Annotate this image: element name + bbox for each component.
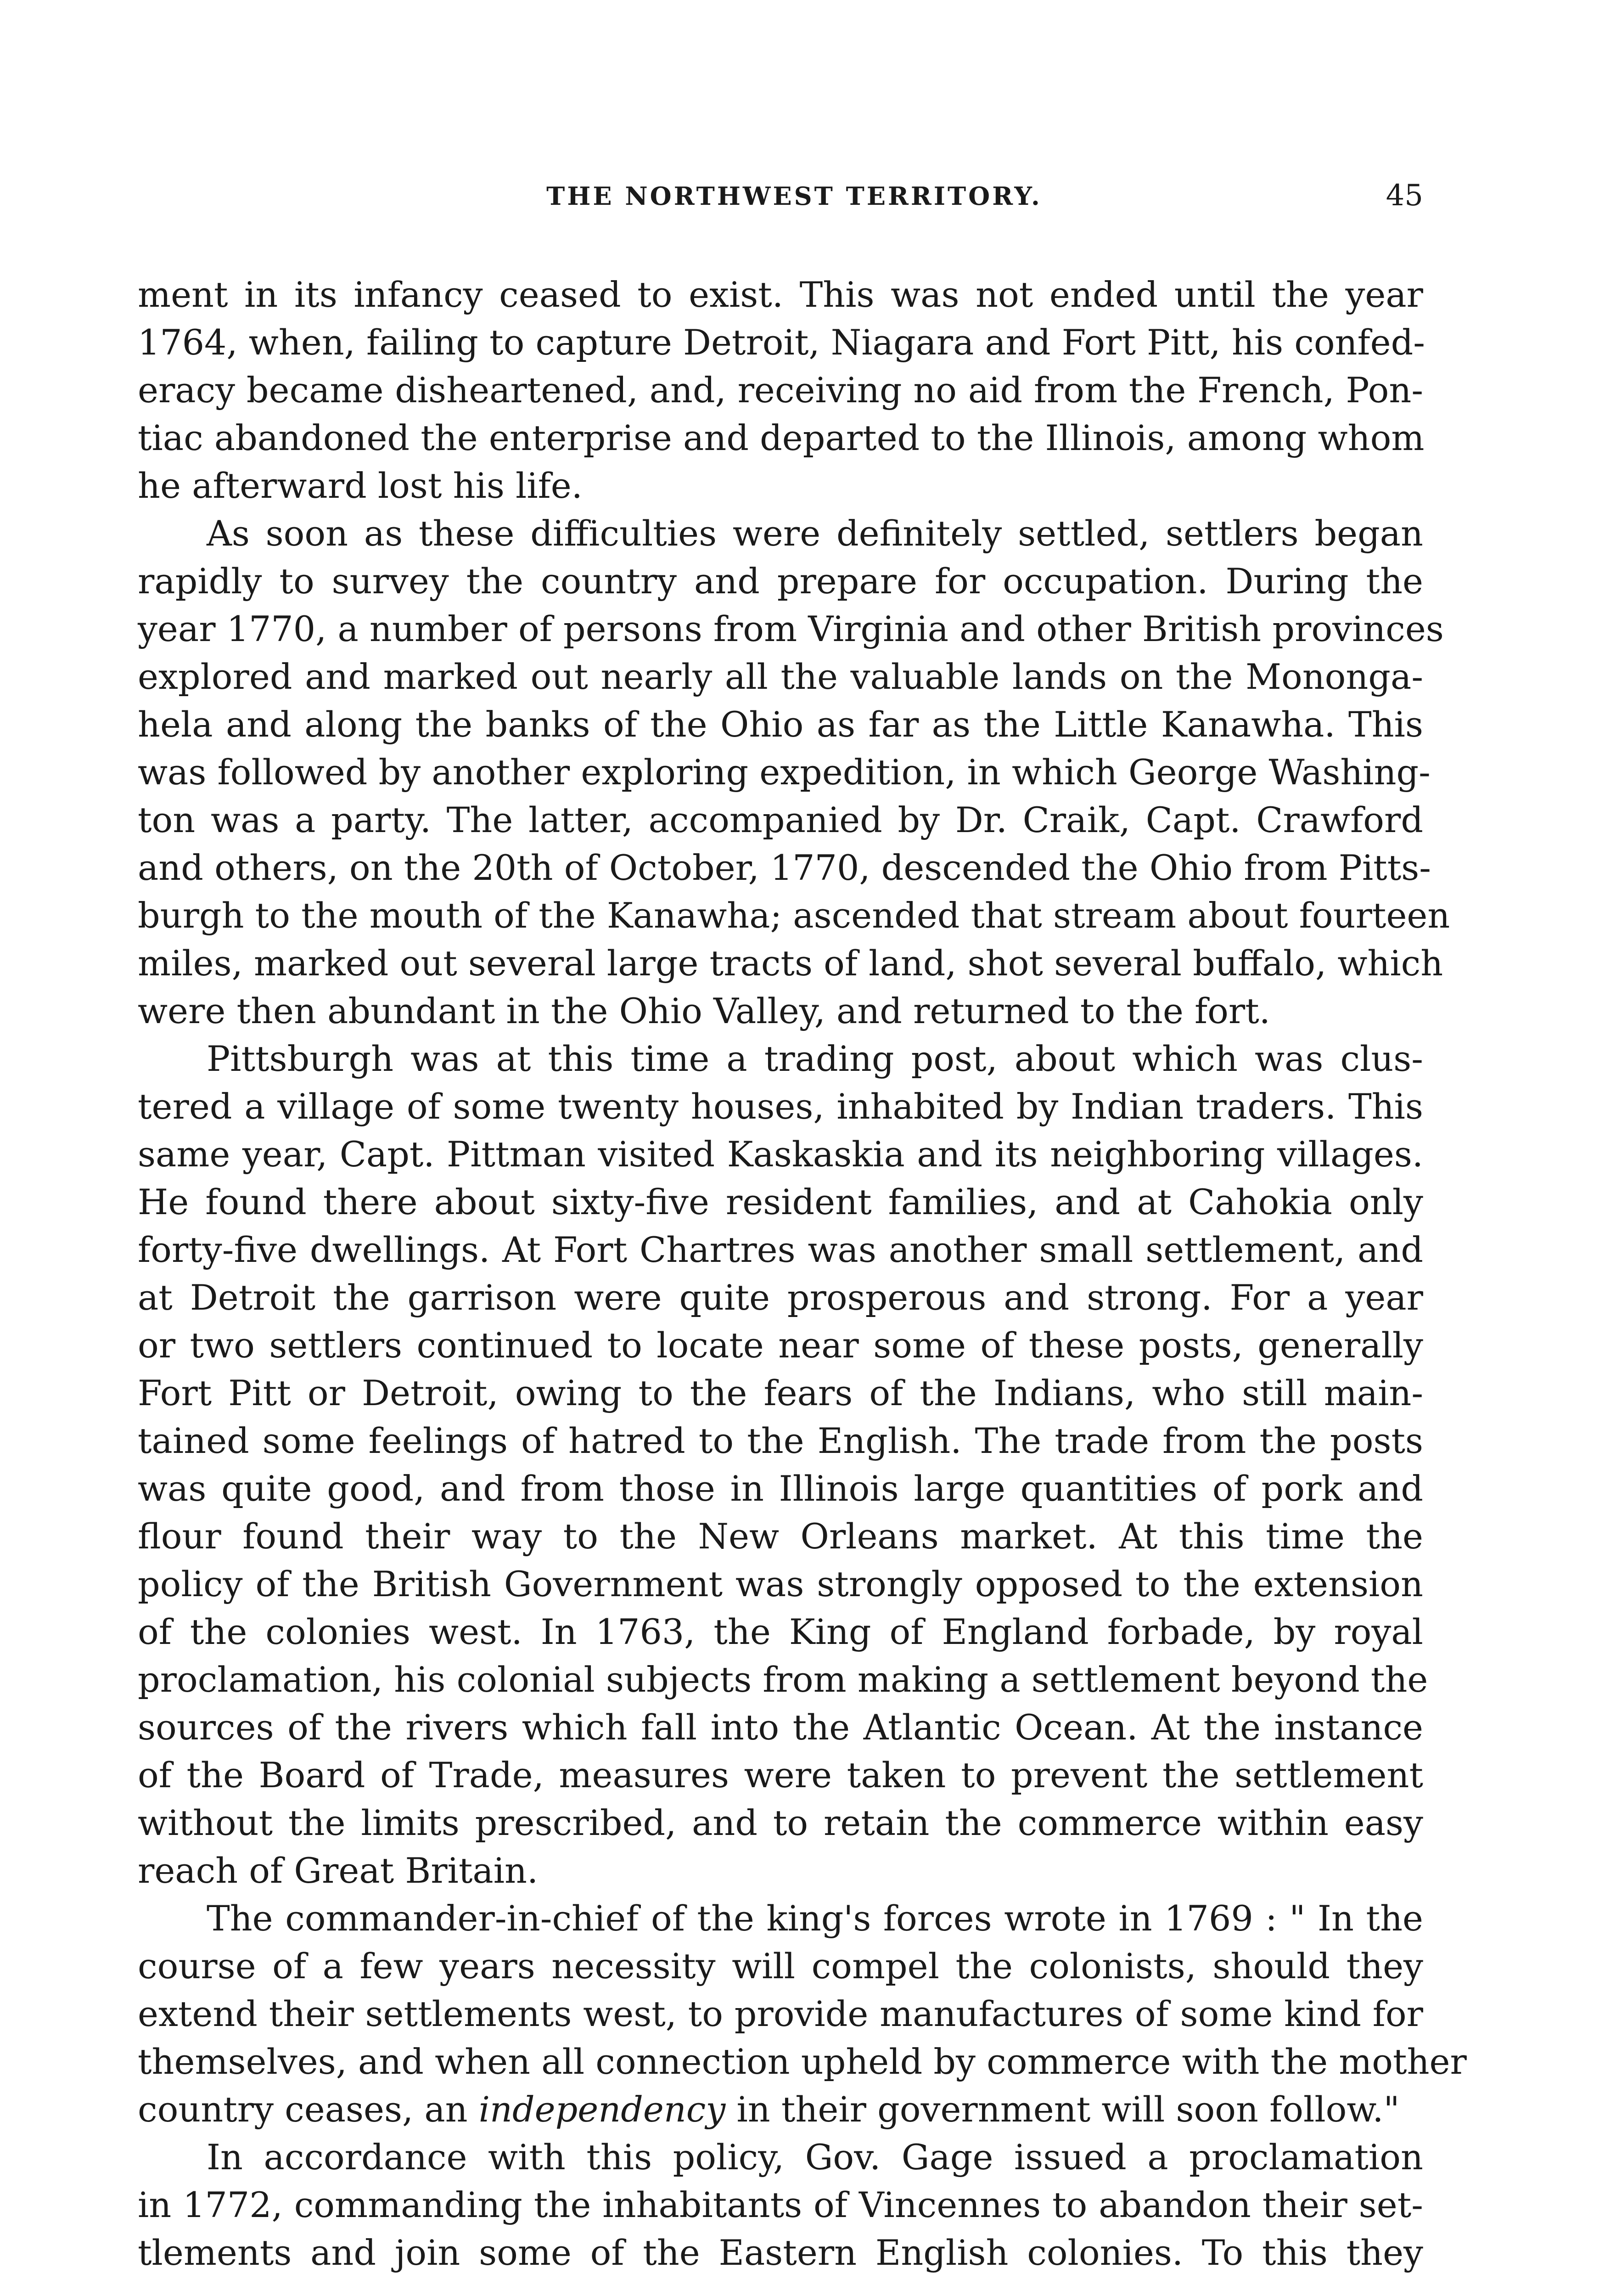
text-line: He found there about sixty-five resident families, and at Cahokia only bbox=[138, 1182, 1423, 1222]
text-line: were then abundant in the Ohio Valley, and returned to the fort. bbox=[138, 990, 1270, 1031]
text-line: course of a few years necessity will compel the colonists, should they bbox=[138, 1946, 1423, 1986]
text-line: rapidly to survey the country and prepare for occupation. During the bbox=[138, 561, 1423, 602]
text-line: miles, marked out several large tracts of land, shot several buffalo, which bbox=[138, 943, 1443, 984]
text-line: Fort Pitt or Detroit, owing to the fears of the Indians, who still main- bbox=[138, 1373, 1423, 1413]
text-line: sources of the rivers which fall into the Atlantic Ocean. At the instance bbox=[138, 1707, 1423, 1748]
text-line: extend their settlements west, to provide manufactures of some kind for bbox=[138, 1993, 1423, 2034]
text-segment: country ceases, an bbox=[138, 2089, 479, 2130]
text-line: proclamation, his colonial subjects from making a settlement beyond the bbox=[138, 1659, 1428, 1700]
text-line: hela and along the banks of the Ohio as far as the Little Kanawha. This bbox=[138, 704, 1423, 745]
text-line: at Detroit the garrison were quite prosperous and strong. For a year bbox=[138, 1277, 1423, 1318]
text-line: policy of the British Government was strongly opposed to the extension bbox=[138, 1564, 1423, 1604]
text-line-with-italic bbox=[138, 2086, 1423, 2133]
text-line: Pittsburgh was at this time a trading post, about which was clus- bbox=[207, 1038, 1423, 1079]
text-line: ment in its infancy ceased to exist. This was not ended until the year bbox=[138, 274, 1423, 315]
text-line: As soon as these difficulties were definitely settled, settlers began bbox=[207, 513, 1423, 554]
text-line: The commander-in-chief of the king's forces wrote in 1769 : " In the bbox=[207, 1898, 1423, 1939]
text-line: of the colonies west. In 1763, the King of England forbade, by royal bbox=[138, 1611, 1423, 1652]
text-line: same year, Capt. Pittman visited Kaskaskia and its neighboring villages. bbox=[138, 1134, 1423, 1175]
text-line: of the Board of Trade, measures were taken to prevent the settlement bbox=[138, 1755, 1423, 1795]
running-head bbox=[165, 181, 1423, 223]
text-line: reach of Great Britain. bbox=[138, 1850, 539, 1891]
text-line: forty-five dwellings. At Fort Chartres was another small settlement, and bbox=[138, 1229, 1423, 1270]
page-number: 45 bbox=[1386, 179, 1423, 213]
text-line: flour found their way to the New Orleans market. At this time the bbox=[138, 1516, 1423, 1557]
text-line: he afterward lost his life. bbox=[138, 465, 583, 506]
text-line: 1764, when, failing to capture Detroit, Niagara and Fort Pitt, his confed- bbox=[138, 322, 1425, 363]
text-line: eracy became disheartened, and, receiving no aid from the French, Pon- bbox=[138, 370, 1423, 411]
text-line: and others, on the 20th of October, 1770, descended the Ohio from Pitts- bbox=[138, 847, 1431, 888]
text-segment: in their government will soon follow." bbox=[725, 2089, 1400, 2130]
text-line: or two settlers continued to locate near some of these posts, generally bbox=[138, 1325, 1423, 1366]
text-line: without the limits prescribed, and to retain the commerce within easy bbox=[138, 1802, 1423, 1843]
text-line: In accordance with this policy, Gov. Gage issued a proclamation bbox=[207, 2137, 1423, 2178]
running-title: THE NORTHWEST TERRITORY. bbox=[546, 181, 1042, 211]
text-line: in 1772, commanding the inhabitants of Vincennes to abandon their set- bbox=[138, 2184, 1423, 2225]
text-line: themselves, and when all connection upheld by commerce with the mother bbox=[138, 2041, 1467, 2082]
text-line: tered a village of some twenty houses, inhabited by Indian traders. This bbox=[138, 1086, 1423, 1127]
text-line: year 1770, a number of persons from Virginia and other British provinces bbox=[138, 608, 1444, 649]
body-text bbox=[138, 271, 1467, 2277]
text-line: ton was a party. The latter, accompanied by Dr. Craik, Capt. Crawford bbox=[138, 799, 1423, 840]
text-line: explored and marked out nearly all the valuable lands on the Monongа- bbox=[138, 656, 1423, 697]
text-line: tlements and join some of the Eastern English colonies. To this they bbox=[138, 2232, 1423, 2273]
text-line: tained some feelings of hatred to the English. The trade from the posts bbox=[138, 1420, 1423, 1461]
italic-word: independency bbox=[478, 2089, 726, 2130]
text-line: was followed by another exploring expedition, in which George Washing- bbox=[138, 752, 1431, 793]
text-line: was quite good, and from those in Illinois large quantities of pork and bbox=[138, 1468, 1423, 1509]
text-line: tiac abandoned the enterprise and departed to the Illinois, among whom bbox=[138, 417, 1425, 458]
text-line: burgh to the mouth of the Kanawha; ascended that stream about fourteen bbox=[138, 895, 1450, 936]
